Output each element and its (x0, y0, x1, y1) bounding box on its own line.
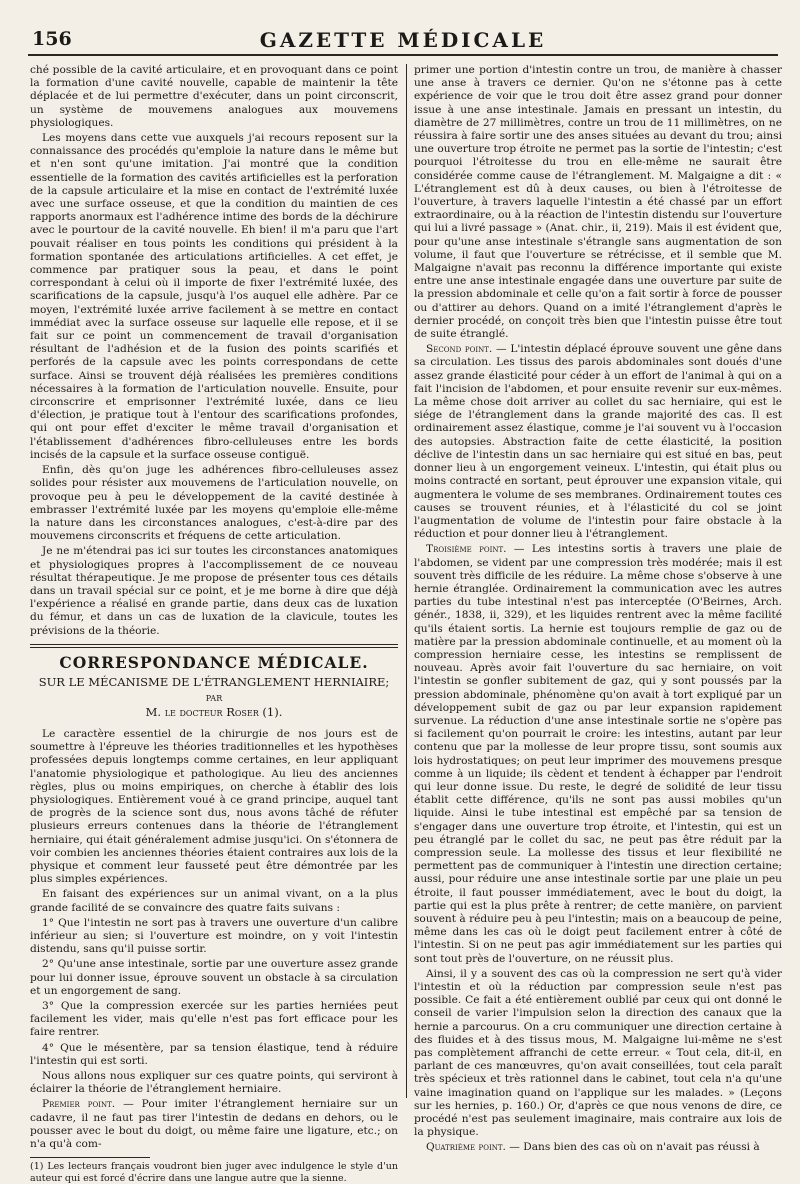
right-paragraph-4: Ainsi, il y a souvent des cas où la compression ne sert qu'à vider l'intestin et où la réduction par compression seule n'est pas possible. Ce fait a été entièrement oublié par ceux qui ont donné le conseil de varier l'impulsion selon la direction des canaux que la hernie a parcourus. On a cru communiquer une direction certaine à des fluides et à des tissus mous, M. Malgaigne lui-même ne s'est pas complètement affranchi de cette erreur. « Tout cela, dit-il, en parlant de ces manœuvres, qu'on avait conseillées, tout cela paraît très spécieux et très rationnel dans le cabinet, tout cela n'a qu'une vaine imagination quand on l'applique sur les malades. » (Leçons sur les hernies, p. 160.) Or, d'après ce que nous venons de dire, ce procédé n'est pas seulement imaginaire, mais contraire aux lois de la physique. (414, 967, 782, 1139)
left-paragraph-2: Les moyens dans cette vue auxquels j'ai recours reposent sur la connaissance des procédés qu'emploie la nature dans le même but et n'en sont qu'une imitation. J'ai montré que la condition essentielle de la formation des cavités artificielles est la perforation de la capsule articulaire et la mise en contact de l'extrémité luxée avec une surface osseuse, et que la condition du maintien de ces rapports anormaux est l'adhérence intime des bords de la déchirure avec le pourtour de la cavité nouvelle. Eh bien! il m'a paru que l'art pouvait réaliser en tous points les conditions qui président à la formation spontanée des articulations artificielles. A cet effet, je commence par pratiquer sous la peau, et dans le point correspondant à celui où il importe de fixer l'extrémité luxée, des scarifications de la capsule, jusqu'à l'os auquel elle adhère. Par ce moyen, l'extrémité luxée arrive facilement à se mettre en contact immédiat avec la surface osseuse sur laquelle elle repose, et il se fait sur ce point un commencement de travail d'organisation résultant de l'adhésion et de la fusion des points scarifiés et perforés de la capsule avec les points correspondans de cette surface. Ainsi se trouvent déjà réalisées les premières conditions nécessaires à la formation de l'articulation nouvelle. Ensuite, pour circonscrire et emprisonner l'extrémité luxée, dans ce lieu d'élection, je pratique tout à l'entour des scarifications profondes, qui ont pour effet d'exciter le même travail d'organisation et l'établissement d'adhérences fibro-celluleuses entre les bords incisés de la capsule et la surface osseuse contiguë. (30, 132, 398, 461)
left-paragraph-7: Nous allons nous expliquer sur ces quatre points, qui serviront à éclairer la théorie de l'étranglement herniaire. (30, 1070, 398, 1096)
left-paragraph-3: Enfin, dès qu'on juge les adhérences fibro-celluleuses assez solides pour résister aux mouvemens de l'articulation nouvelle, on provoque peu à peu le développement de la cavité destinée à embrasser l'extrémité luxée par les moyens qu'emploie elle-même la nature dans les circonstances analogues, c'est-à-dire par des mouvemens circonscrits et fréquens de cette articulation. (30, 464, 398, 543)
article-subtitle (30, 675, 398, 720)
left-paragraph-8: Premier point. — Pour imiter l'étranglement herniaire sur un cadavre, il ne faut pas tirer l'intestin de dedans en dehors, ou le pousser avec le bout du doigt, ou même faire une ligature, etc.; on n'a qu'à com- (30, 1098, 398, 1151)
footnote-rule (30, 1157, 150, 1158)
article-subtitle-line-1: SUR LE MÉCANISME DE L'ÉTRANGLEMENT HERNIAIRE; par (38, 674, 390, 704)
right-paragraph-3: Troisième point. — Les intestins sortis à travers une plaie de l'abdomen, se vident par une compression très modérée; mais il est souvent très difficile de les réduire. La même chose s'observe à une hernie étranglée. Ordinairement la communication avec les autres parties du tube intestinal n'est pas interceptée (O'Beirnes, Arch. génér., 1838, ii, 329), et les liquides rentrent avec la même facilité qu'ils étaient sortis. La hernie est toujours remplie de gaz ou de matière par la pression abdominale continuelle, et au moment où la compression herniaire cesse, les intestins se remplissent de nouveau. Après avoir fait l'ouverture du sac herniaire, on voit l'intestin se gonfler subitement de gaz, qui y sont poussés par la pression abdominale, phénomène qu'on avait à tort expliqué par un développement subit de gaz ou par leur expansion rapidement survenue. La réduction d'une anse intestinale sortie ne s'opère pas si facilement qu'on pourrait le croire: les intestins, autant par leur contenu que par la mollesse de leur propre tissu, sont soumis aux lois hydrostatiques; on peut leur imprimer des mouvemens presque comme à un liquide; ils cèdent et tendent à échapper par l'endroit qui leur donne issue. Du reste, le degré de solidité de leur tissu établit cette différence, qu'ils ne sont pas aussi mobiles qu'un liquide. Ainsi le tube intestinal est empêché par sa tension de s'engager dans une ouverture trop étroite, et l'intestin, qui est un peu étranglé par le collet du sac, ne peut pas être réduit par la compression seule. La mollesse des tissus et leur flexibilité ne permettent pas de communiquer à l'intestin une direction certaine; aussi, pour réduire une anse intestinale sortie par une plaie un peu étroite, il faut pousser immédiatement, avec le bout du doigt, la partie qui est la plus prête à rentrer; de cette manière, on parvient souvent à réduire peu à peu l'intestin; mais on a beaucoup de peine, même dans les cas où le doigt peut facilement entrer à côté de l'intestin. Si on ne peut pas agir immédiatement sur les parties qui sont tout près de l'ouverture, on ne réussit plus. (414, 543, 783, 965)
point-label: Second point. (426, 343, 493, 356)
right-paragraph-2: Second point. — L'intestin déplacé éprouve souvent une gêne dans sa circulation. Les tissus des parois abdominales sont doués d'une assez grande élasticité pour céder à un effort de l'animal à qui on a fait l'incision de l'abdomen, et pour ensuite revenir sur eux-mêmes. La même chose doit arriver au collet du sac herniaire, qui est le siége de l'étranglement dans la grande majorité des cas. Il est ordinairement assez élastique, comme je l'ai souvent vu à l'occasion des autopsies. Abstraction faite de cette élasticité, la position déclive de l'intestin dans un sac herniaire qui est situé en bas, peut donner lieu à un engorgement veineux. L'intestin, qui était plus ou moins contracté en sortant, peut éprouver une expansion vitale, qui augmentera le volume de ses membranes. Ordinairement toutes ces causes se trouvent réunies, et à l'élasticité du col se joint l'augmentation de volume de l'intestin pour faire obstacle à la réduction et pour donner lieu à l'étranglement. (414, 343, 782, 541)
page-number: 156 (32, 28, 72, 50)
facts-list (30, 917, 398, 1068)
left-paragraph-4: Je ne m'étendrai pas ici sur toutes les circonstances anatomiques et physiologiques propres à l'accomplissement de ce nouveau résultat thérapeutique. Je me propose de présenter tous ces détails dans un travail spécial sur ce point, et je me borne à dire que déjà l'expérience a réalisé en grande partie, dans deux cas de luxation du fémur, et dans un cas de luxation de la clavicule, toutes les prévisions de la théorie. (30, 545, 398, 637)
article-subtitle-line-2: M. le docteur Roser (1). (145, 704, 283, 719)
right-paragraph-5: Quatrième point. — Dans bien des cas où on n'avait pas réussi à (426, 1141, 760, 1154)
footnote: (1) Les lecteurs français voudront bien juger avec indulgence le style d'un auteur qui est forcé d'écrire dans une langue autre que la sienne. (30, 1161, 398, 1184)
section-title: CORRESPONDANCE MÉDICALE. (59, 652, 369, 672)
right-column (414, 64, 783, 1154)
journal-title: GAZETTE MÉDICALE (259, 28, 547, 52)
list-item: 1° Que l'intestin ne sort pas à travers une ouverture d'un calibre inférieur au sien; si l'ouverture est moindre, on y voit l'intestin distendu, sans qu'il puisse sortir. (30, 916, 398, 956)
section-divider (30, 644, 398, 648)
right-paragraph-1: primer une portion d'intestin contre un trou, de manière à chasser une anse à travers ce dernier. Qu'on ne s'étonne pas à cette expérience de voir que le trou doit être assez grand pour donner issue à une anse intestinale. Jamais en pressant un intestin, du diamètre de 27 millimètres, contre un trou de 11 millimètres, on ne réussira à faire sortir une des anses situées au devant du trou; ainsi une ouverture trop étroite ne permet pas la sortie de l'intestin; c'est pourquoi l'étroitesse du trou en elle-même ne saurait être considérée comme cause de l'étranglement. M. Malgaigne a dit : « L'étranglement est dû à deux causes, ou bien à l'étroitesse de l'ouverture, à travers laquelle l'intestin a été chassé par un effort extraordinaire, ou à la réaction de l'intestin distendu sur l'ouverture qui lui a livré passage » (Anat. chir., ii, 219). Mais il est évident que, pour qu'une anse intestinale s'étrangle sans augmentation de son volume, il faut que l'ouverture se rétrécisse, et il semble que M. Malgaigne n'avait pas reconnu la différence importante qui existe entre une anse intestinale engagée dans une ouverture par suite de la pression abdominale et celle qu'on a fait sortir à force de pousser ou d'attirer au dehors. Quand on a imité l'étranglement d'après le dernier procédé, on conçoit très bien que l'intestin puisse être tout de suite étranglé. (414, 64, 782, 341)
left-column (30, 64, 398, 1184)
list-item: 4° Que le mésentère, par sa tension élastique, tend à réduire l'intestin qui est sorti. (30, 1041, 398, 1067)
list-item: 3° Que la compression exercée sur les parties herniées peut facilement les vider, mais qu'elle n'est pas fort efficace pour les faire rentrer. (30, 1000, 398, 1039)
point-label: Premier point. (42, 1098, 116, 1111)
left-paragraph-1: ché possible de la cavité articulaire, et en provoquant dans ce point la formation d'une cavité nouvelle, capable de maintenir la tête déplacée et de lui permettre d'exécuter, dans un point circonscrit, un système de mouvemens analogues aux mouvemens physiologiques. (30, 64, 398, 129)
left-paragraph-5: Le caractère essentiel de la chirurgie de nos jours est de soumettre à l'épreuve les théories traditionnelles et les hypothèses professées depuis longtemps comme certaines, en leur appliquant l'anatomie physiologique et pathologique. Au lieu des anciennes règles, plus ou moins empiriques, on cherche à établir des lois physiologiques. Entièrement voué à ce grand principe, auquel tant de progrès de la science sont dus, nous avons tâché de réfuter plusieurs erreurs contenues dans la théorie de l'étranglement herniaire, qui était généralement admise jusqu'ici. On s'étonnera de voir combien les anciennes théories étaient contraires aux lois de la physique et comment leur fausseté peut être démontrée par les plus simples expériences. (30, 727, 398, 886)
point-label: Quatrième point. (426, 1141, 506, 1154)
point-label: Troisième point. (426, 543, 507, 556)
list-item: 2° Qu'une anse intestinale, sortie par une ouverture assez grande pour lui donner issue, éprouve souvent un obstacle à sa circulation et un engorgement de sang. (30, 958, 398, 997)
left-paragraph-6: En faisant des expériences sur un animal vivant, on a la plus grande facilité de se convaincre des quatre faits suivans : (30, 888, 398, 914)
column-rule (406, 64, 407, 1098)
page-header (28, 24, 778, 56)
